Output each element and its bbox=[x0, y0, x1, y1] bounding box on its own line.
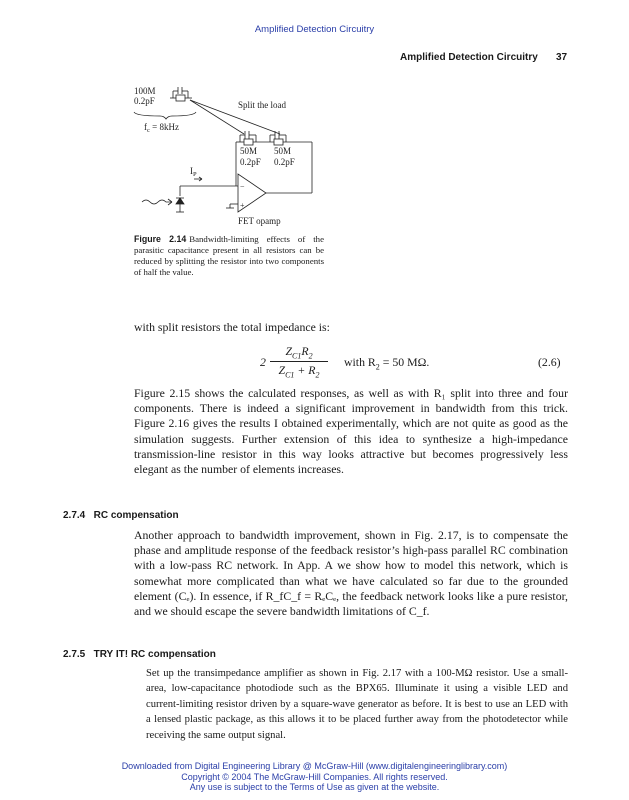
footer bbox=[0, 761, 629, 793]
paragraph-1: Figure 2.15 shows the calculated responses, as well as with R₁ split into three and four components. There is indeed a significant improvement in bandwidth from this trick. Figure 2.16 gives the results I obtained experimentally, which are not quite as good as the simulation suggests. Further extension of this idea to synthesize a high-impedance transmission-line resistor in this way looks attractive but becomes progressively less elegant as the number of elements increases. bbox=[134, 386, 568, 477]
section-2-7-4-heading: 2.7.4 RC compensation bbox=[63, 510, 179, 521]
footer-line-1[interactable]: Downloaded from Digital Engineering Library @ McGraw-Hill (www.digitalengineeringlibrary.com) bbox=[121, 761, 508, 771]
section-2-7-5-heading: 2.7.5 TRY IT! RC compensation bbox=[63, 649, 216, 660]
try-it-paragraph: Set up the transimpedance amplifier as shown in Fig. 2.17 with a 100-MΩ resistor. Use a small-area, low-capacitance photodiode such as the BPX65. Illuminate it using a visible LED and current-limiting resistor driven by a square-wave generator as before. It is best to use an LED with a lensed plastic package, as this allows it to be placed further away from the photodetector while receiving the same output signal. bbox=[146, 668, 568, 741]
paragraph-2: Another approach to bandwidth improvement, shown in Fig. 2.17, is to compensate the phase and amplitude response of the feedback resistor’s high-pass parallel RC combination with a low-pass RC network. In App. A we show how to model this network, which is somewhat more complicated than what we have calculated so far due to the grounded element (Cₑ). In essence, if R_fC_f = RₑCₑ, the feedback network looks like a pure resistor, and we should escape the severe bandwidth limitations of C_f. bbox=[134, 528, 568, 619]
footer-line-2: Copyright © 2004 The McGraw-Hill Companies. All rights reserved. bbox=[181, 771, 448, 782]
label-02pf-b: 0.2pF bbox=[274, 157, 295, 167]
label-fet: FET opamp bbox=[238, 216, 281, 226]
label-split: Split the load bbox=[238, 100, 286, 110]
label-50m-a: 50M bbox=[240, 146, 258, 156]
label-50m-b: 50M bbox=[274, 146, 292, 156]
eq-fraction-bar bbox=[270, 361, 328, 362]
eq-numerator: $Z_{C1}R_2$ bbox=[285, 344, 313, 361]
eq-coeff: 2 bbox=[260, 355, 266, 369]
figure-2-14-schematic bbox=[130, 86, 340, 231]
equation-2-6 bbox=[134, 344, 568, 380]
figure-caption bbox=[134, 234, 324, 278]
running-title: Amplified Detection Circuitry bbox=[400, 52, 538, 63]
page-number: 37 bbox=[556, 52, 568, 63]
eq-denominator: $Z_{C1} + R_2$ bbox=[278, 363, 320, 380]
label-02pf-a: 0.2pF bbox=[240, 157, 261, 167]
caption-text: Bandwidth-limiting effects of the parasitic capacitance present in all resistors can be reduced by splitting the resistor into two components of half the value. bbox=[134, 234, 324, 277]
plus-sign: + bbox=[240, 201, 245, 210]
top-banner: Amplified Detection Circuitry bbox=[254, 24, 375, 35]
eq-condition: with $R_2 = 50$ MΩ. bbox=[344, 355, 430, 372]
eq-number: (2.6) bbox=[538, 355, 561, 369]
label-02pf: 0.2pF bbox=[134, 96, 155, 106]
label-100m: 100M bbox=[134, 86, 156, 96]
intro-line: with split resistors the total impedance is: bbox=[134, 320, 330, 334]
minus-sign: − bbox=[240, 182, 245, 191]
label-fc: $f_c = 8kHz$ bbox=[144, 122, 179, 134]
caption-label: Figure 2.14 bbox=[134, 234, 187, 244]
label-ip: $I_P$ bbox=[190, 166, 197, 178]
footer-line-3: Any use is subject to the Terms of Use as given at the website. bbox=[189, 782, 440, 792]
